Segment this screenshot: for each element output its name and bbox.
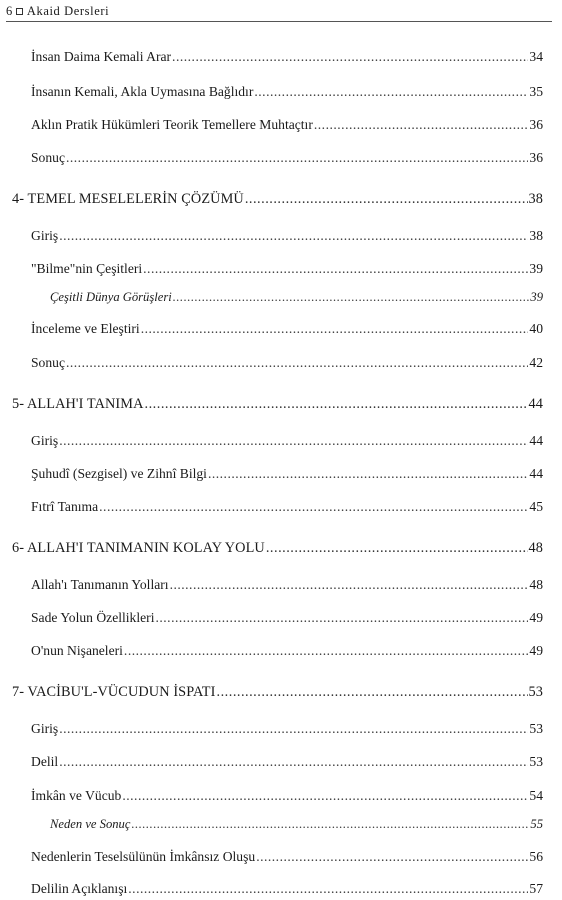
- toc-entry-page-number: 49: [529, 643, 543, 658]
- toc-section-entry: [31, 576, 543, 594]
- toc-chapter-entry: [12, 395, 543, 413]
- toc-entry-title: Allah'ı Tanımanın Yolları: [31, 577, 169, 592]
- toc-entry-page-number: 48: [528, 540, 543, 556]
- toc-entry-page-number: 57: [529, 881, 543, 896]
- dot-leader: [124, 642, 528, 660]
- dot-leader: [143, 260, 528, 278]
- toc-section-entry: [31, 880, 543, 898]
- toc-entry-title: Delil: [31, 754, 59, 769]
- toc-entry-title: O'nun Nişaneleri: [31, 643, 123, 658]
- toc-entry-page-number: 49: [529, 610, 543, 625]
- toc-entry-page-number: 39: [529, 261, 543, 276]
- toc-entry-page-number: 44: [528, 396, 543, 412]
- toc-entry-page-number: 45: [529, 499, 543, 514]
- dot-leader: [59, 753, 528, 771]
- toc-entry-page-number: 44: [529, 466, 543, 481]
- toc-entry-page-number: 54: [529, 788, 543, 803]
- toc-entry-title: İnsanın Kemali, Akla Uymasına Bağlıdır: [31, 84, 254, 99]
- square-separator-icon: [16, 8, 23, 15]
- dot-leader: [59, 720, 528, 738]
- toc-section-entry: [31, 498, 543, 516]
- toc-entry-page-number: 42: [529, 355, 543, 370]
- toc-entry-title: İnceleme ve Eleştiri: [31, 321, 140, 336]
- toc-section-entry: [31, 609, 543, 627]
- toc-entry-title: Fıtrî Tanıma: [31, 499, 99, 514]
- toc-entry-title: Aklın Pratik Hükümleri Teorik Temellere Muhtaçtır: [31, 117, 313, 132]
- dot-leader: [145, 395, 528, 413]
- toc-section-entry: [31, 642, 543, 660]
- toc-entry-page-number: 56: [529, 849, 543, 864]
- toc-entry-page-number: 38: [529, 228, 543, 243]
- toc-entry-title: Delilin Açıklanışı: [31, 881, 128, 896]
- toc-entry-title: 4- TEMEL MESELELERİN ÇÖZÜMÜ: [12, 191, 244, 207]
- toc-entry-title: 5- ALLAH'I TANIMA: [12, 396, 144, 412]
- toc-entry-page-number: 36: [529, 150, 543, 165]
- dot-leader: [254, 83, 528, 101]
- header-book-title: Akaid Dersleri: [26, 4, 110, 18]
- toc-section-entry: [31, 720, 543, 738]
- toc-chapter-entry: [12, 190, 543, 208]
- toc-entry-page-number: 53: [529, 721, 543, 736]
- toc-entry-page-number: 40: [529, 321, 543, 336]
- toc-section-entry: [31, 432, 543, 450]
- dot-leader: [172, 48, 528, 66]
- dot-leader: [66, 354, 528, 372]
- toc-entry-title: Sonuç: [31, 150, 65, 165]
- toc-subsection-entry: [50, 288, 543, 306]
- toc-entry-title: 6- ALLAH'I TANIMANIN KOLAY YOLU: [12, 540, 265, 556]
- toc-entry-page-number: 38: [528, 191, 543, 207]
- dot-leader: [170, 576, 529, 594]
- dot-leader: [173, 288, 530, 306]
- dot-leader: [122, 787, 528, 805]
- toc-entry-title: "Bilme"nin Çeşitleri: [31, 261, 143, 276]
- dot-leader: [155, 609, 528, 627]
- toc-section-entry: [31, 149, 543, 167]
- toc-entry-title: Sade Yolun Özellikleri: [31, 610, 155, 625]
- toc-entry-title: İnsan Daima Kemali Arar: [31, 49, 172, 64]
- toc-section-entry: [31, 260, 543, 278]
- toc-entry-page-number: 36: [529, 117, 543, 132]
- toc-entry-page-number: 53: [528, 684, 543, 700]
- dot-leader: [141, 320, 529, 338]
- header-page-number: 6: [6, 4, 13, 18]
- toc-entry-page-number: 39: [530, 290, 543, 304]
- dot-leader: [99, 498, 528, 516]
- toc-entry-page-number: 53: [529, 754, 543, 769]
- toc-entry-page-number: 55: [530, 817, 543, 831]
- toc-entry-title: İmkân ve Vücub: [31, 788, 122, 803]
- dot-leader: [59, 227, 528, 245]
- toc-section-entry: [31, 465, 543, 483]
- toc-entry-title: Neden ve Sonuç: [50, 817, 131, 831]
- dot-leader: [266, 539, 528, 557]
- dot-leader: [314, 116, 529, 134]
- toc-entry-title: Giriş: [31, 433, 59, 448]
- toc-entry-page-number: 44: [529, 433, 543, 448]
- dot-leader: [245, 190, 528, 208]
- dot-leader: [256, 848, 528, 866]
- toc-section-entry: [31, 48, 543, 66]
- dot-leader: [128, 880, 528, 898]
- toc-section-entry: [31, 227, 543, 245]
- toc-entry-title: Sonuç: [31, 355, 65, 370]
- toc-entry-page-number: 35: [529, 84, 543, 99]
- toc-entry-title: 7- VACİBU'L-VÜCUDUN İSPATI: [12, 684, 216, 700]
- toc-entry-title: Şuhudî (Sezgisel) ve Zihnî Bilgi: [31, 466, 207, 481]
- toc-entry-title: Giriş: [31, 721, 59, 736]
- running-header: [6, 2, 552, 22]
- toc-section-entry: [31, 787, 543, 805]
- toc-entry-title: Çeşitli Dünya Görüşleri: [50, 290, 172, 304]
- dot-leader: [208, 465, 528, 483]
- toc-section-entry: [31, 848, 543, 866]
- toc-chapter-entry: [12, 539, 543, 557]
- dot-leader: [59, 432, 528, 450]
- toc-entry-title: Nedenlerin Teselsülünün İmkânsız Oluşu: [31, 849, 256, 864]
- toc-entry-page-number: 34: [529, 49, 543, 64]
- dot-leader: [131, 815, 529, 833]
- toc-subsection-entry: [50, 815, 543, 833]
- toc-section-entry: [31, 83, 543, 101]
- dot-leader: [217, 683, 528, 701]
- toc-entry-title: Giriş: [31, 228, 59, 243]
- toc-chapter-entry: [12, 683, 543, 701]
- dot-leader: [66, 149, 528, 167]
- toc-entry-page-number: 48: [529, 577, 543, 592]
- toc-section-entry: [31, 116, 543, 134]
- toc-section-entry: [31, 320, 543, 338]
- toc-section-entry: [31, 753, 543, 771]
- toc-section-entry: [31, 354, 543, 372]
